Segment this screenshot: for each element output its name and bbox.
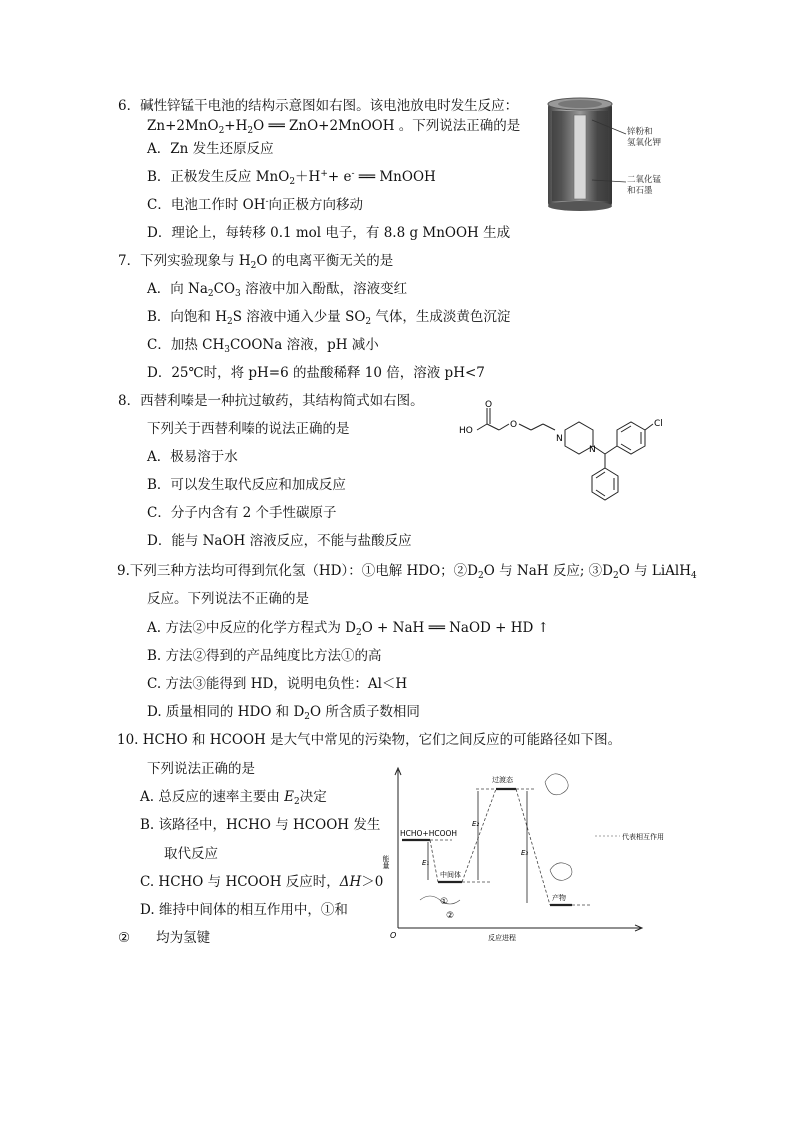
- q8-option-c: C．分子内含有 2 个手性碳原子: [147, 505, 337, 521]
- q9-option-b: B. 方法②得到的产品纯度比方法①的高: [147, 648, 382, 664]
- diagram-xlabel: 反应进程: [488, 934, 516, 942]
- q7-stem: 7．下列实验现象与 $H_2O$ 的电离平衡无关的是: [118, 253, 394, 271]
- q10-option-a: A. 总反应的速率主要由 $E_2$决定: [140, 789, 327, 807]
- label-ts: 过渡态: [492, 776, 513, 784]
- q7-option-b: B．向饱和 $H_2S$ 溶液中通入少量 $SO_2$ 气体，生成淡黄色沉淀: [147, 309, 511, 327]
- label-mno2-graphite: 二氧化锰 和石墨: [627, 175, 662, 196]
- q10-option-c: C. HCHO 与 HCOOH 反应时，ΔH＞0: [140, 874, 384, 890]
- label-intermediate: 中间体: [440, 871, 461, 879]
- cetirizine-structure: [455, 398, 695, 510]
- q6-equation: $Zn+2MnO_2+H_2O$ ══ ZnO+2MnOOH 。下列说法正确的是: [147, 118, 521, 136]
- product-molecule: [550, 863, 572, 880]
- q6-option-a: A．Zn 发生还原反应: [147, 141, 274, 157]
- label-ho: HO: [459, 426, 473, 436]
- q6-option-b: B．正极发生反应 MnO$_2$＋H++ e- ══ MnOOH: [147, 169, 436, 187]
- label-m2: ②: [446, 911, 455, 921]
- q6-option-c: C．电池工作时 OH-向正极方向移动: [147, 197, 364, 213]
- path-3: [516, 789, 550, 905]
- label-e3: E₃: [521, 849, 529, 857]
- q9-option-a: A. 方法②中反应的化学方程式为 $D_2O$ + NaH ══ NaOD + HD ↑: [147, 620, 549, 638]
- q8-option-b: B．可以发生取代反应和加成反应: [147, 477, 346, 493]
- label-ether-o: O: [510, 420, 518, 430]
- q8-stem: 8．西替利嗪是一种抗过敏药，其结构简式如右图。: [118, 393, 424, 409]
- q6-stem: 6．碱性锌锰干电池的结构示意图如右图。该电池放电时发生反应：: [118, 98, 519, 114]
- q9-stem: 9.下列三种方法均可得到氘化氢（HD）：①电解 HDO；$②D_2O$ 与 NaH 反应; $③D_2O$ 与 LiAlH$_4$: [117, 563, 697, 581]
- path-2: [462, 789, 496, 882]
- q10-option-d: D. 维持中间体的相互作用中，①和: [140, 902, 348, 918]
- q7-option-c: C．加热 $CH_3COONa$ 溶液，pH 减小: [147, 337, 379, 355]
- diagram-origin: O: [390, 931, 397, 940]
- q7-option-a: A．向 $Na_2CO_3$ 溶液中加入酚酞，溶液变红: [147, 281, 408, 299]
- label-start: HCHO+HCOOH: [400, 829, 458, 838]
- q8-option-d: D．能与 NaOH 溶液反应，不能与盐酸反应: [147, 533, 412, 549]
- q10-option-d-2: ② 均为氢键: [118, 930, 211, 946]
- energy-diagram: [380, 760, 710, 945]
- label-n2: N: [589, 445, 596, 455]
- label-zinc-koh: 锌粉和 氢氧化钾: [627, 127, 662, 148]
- q9-stem-2: 反应。下列说法不正确的是: [147, 591, 309, 607]
- q7-option-d: D．25℃时，将 pH=6 的盐酸稀释 10 倍，溶液 pH<7: [147, 365, 485, 381]
- q9-option-d: D. 质量相同的 HDO 和 $D_2O$ 所含质子数相同: [147, 704, 420, 722]
- battery-leader-lines: [590, 110, 630, 200]
- label-e2: E₂: [472, 820, 480, 828]
- label-e1: E₁: [422, 859, 430, 867]
- q6-option-d: D．理论上，每转移 0.1 mol 电子，有 8.8 g MnOOH 生成: [147, 225, 511, 241]
- q10-stem-2: 下列说法正确的是: [147, 761, 255, 777]
- label-n1: N: [556, 434, 563, 444]
- q9-option-c: C. 方法③能得到 HD，说明电负性：Al＜H: [147, 676, 408, 692]
- ts-molecule: [545, 774, 568, 795]
- q10-option-b-2: 取代反应: [164, 846, 218, 862]
- q10-option-b: B. 该路径中，HCHO 与 HCOOH 发生: [140, 817, 381, 833]
- label-cl: Cl: [654, 419, 663, 429]
- q10-stem: 10. HCHO 和 HCOOH 是大气中常见的污染物，它们之间反应的可能路径如下图。: [117, 732, 622, 748]
- path-1: [430, 840, 438, 882]
- label-legend: 代表相互作用: [622, 833, 664, 841]
- q8-stem-2: 下列关于西替利嗪的说法正确的是: [147, 421, 350, 437]
- label-carbonyl-o: O: [485, 400, 493, 410]
- diagram-ylabel: 能量: [382, 855, 390, 869]
- q8-option-a: A．极易溶于水: [147, 449, 238, 465]
- label-m1: ①: [440, 897, 449, 907]
- label-product: 产物: [552, 894, 566, 902]
